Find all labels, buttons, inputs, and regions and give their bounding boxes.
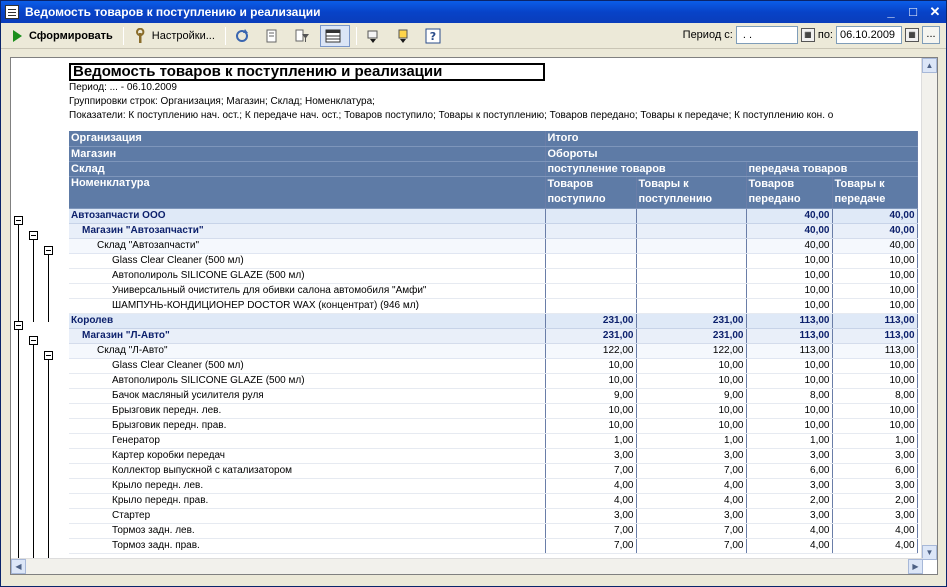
table-row[interactable] — [69, 358, 917, 373]
row-value: 10,00 — [746, 298, 832, 313]
row-value: 7,00 — [545, 523, 636, 538]
collapse-toggle-icon[interactable] — [14, 216, 23, 225]
header-col1-line1: Товаров — [547, 178, 594, 190]
scroll-down-icon[interactable]: ▼ — [922, 545, 937, 560]
row-value: 9,00 — [636, 388, 746, 403]
row-value: 10,00 — [545, 403, 636, 418]
row-value: 3,00 — [636, 508, 746, 523]
header-turnover: Обороты — [545, 146, 917, 161]
calendar-icon[interactable]: ▦ — [905, 28, 919, 42]
table-row[interactable] — [69, 493, 917, 508]
row-value: 2,00 — [746, 493, 832, 508]
row-value: 4,00 — [746, 523, 832, 538]
header-nomenclature: Номенклатура — [69, 176, 545, 208]
toolbar-separator — [123, 27, 124, 45]
row-value: 10,00 — [832, 418, 917, 433]
row-value: 3,00 — [746, 448, 832, 463]
row-value: 10,00 — [636, 418, 746, 433]
row-value: 113,00 — [832, 328, 917, 343]
row-value — [636, 268, 746, 283]
row-value: 1,00 — [746, 433, 832, 448]
row-value: 8,00 — [746, 388, 832, 403]
table-row[interactable] — [69, 508, 917, 523]
row-value: 1,00 — [636, 433, 746, 448]
row-value: 10,00 — [636, 358, 746, 373]
period-to-field[interactable] — [836, 26, 902, 44]
header-col4-line2: передаче — [834, 193, 886, 205]
row-name: Крыло передн. лев. — [69, 478, 545, 493]
table-row[interactable] — [69, 463, 917, 478]
row-value: 8,00 — [832, 388, 917, 403]
table-row[interactable] — [69, 388, 917, 403]
expand-icon — [365, 28, 381, 44]
period-dialog-button[interactable]: ... — [922, 26, 940, 44]
row-value: 113,00 — [832, 343, 917, 358]
row-value: 10,00 — [746, 358, 832, 373]
tree-line — [18, 327, 19, 563]
row-name: Стартер — [69, 508, 545, 523]
edit-button[interactable] — [260, 25, 288, 47]
row-value: 2,00 — [832, 493, 917, 508]
row-value: 9,00 — [545, 388, 636, 403]
period-from-field[interactable] — [736, 26, 798, 44]
calendar-icon[interactable]: ▦ — [801, 28, 815, 42]
scroll-right-icon[interactable]: ▶ — [908, 559, 923, 574]
row-name: ШАМПУНЬ-КОНДИЦИОНЕР DOCTOR WAX (концентрат) (946 мл) — [69, 298, 545, 313]
toolbar-separator — [225, 27, 226, 45]
row-value: 10,00 — [545, 418, 636, 433]
row-value: 10,00 — [746, 253, 832, 268]
table-row[interactable] — [69, 373, 917, 388]
row-value: 4,00 — [545, 493, 636, 508]
header-warehouse: Склад — [69, 161, 545, 176]
row-value: 10,00 — [832, 268, 917, 283]
row-name: Магазин "Автозапчасти" — [69, 223, 545, 238]
header-receipt-group: поступление товаров — [545, 161, 746, 176]
row-value: 4,00 — [545, 478, 636, 493]
tree-line — [18, 222, 19, 322]
table-row[interactable] — [69, 283, 917, 298]
group-tree — [11, 213, 69, 563]
row-name: Тормоз задн. прав. — [69, 538, 545, 553]
header-col3-line2: передано — [748, 193, 801, 205]
row-name: Универсальный очиститель для обивки салона автомобиля "Амфи" — [69, 283, 545, 298]
collapse-toggle-icon[interactable] — [29, 231, 38, 240]
report-sheet — [69, 58, 917, 554]
refresh-button[interactable] — [230, 25, 258, 47]
row-name: Королев — [69, 313, 545, 328]
row-value: 6,00 — [746, 463, 832, 478]
maximize-button[interactable]: □ — [909, 4, 917, 19]
header-transfer-group: передача товаров — [746, 161, 917, 176]
group-row[interactable] — [69, 343, 917, 358]
table-icon — [325, 28, 341, 44]
window-title: Ведомость товаров к поступлению и реализации — [25, 5, 321, 19]
row-name: Glass Clear Cleaner (500 мл) — [69, 358, 545, 373]
table-row[interactable] — [69, 298, 917, 313]
row-value: 10,00 — [746, 403, 832, 418]
table-view-button[interactable] — [320, 25, 350, 47]
row-value — [636, 283, 746, 298]
row-value: 1,00 — [545, 433, 636, 448]
collapse-toggle-icon[interactable] — [44, 246, 53, 255]
row-value: 7,00 — [545, 463, 636, 478]
header-col3-line1: Товаров — [748, 178, 795, 190]
row-value: 10,00 — [636, 403, 746, 418]
row-name: Генератор — [69, 433, 545, 448]
report-table — [69, 131, 918, 554]
minimize-button[interactable]: _ — [887, 4, 895, 19]
close-button[interactable]: ✕ — [929, 4, 941, 19]
row-value: 4,00 — [832, 523, 917, 538]
row-value: 10,00 — [832, 358, 917, 373]
row-value — [545, 283, 636, 298]
tree-line — [48, 252, 49, 322]
row-value: 231,00 — [545, 313, 636, 328]
row-value: 113,00 — [746, 343, 832, 358]
row-value: 113,00 — [746, 328, 832, 343]
header-col2-line1: Товары к — [638, 178, 689, 190]
toolbar-separator — [356, 27, 357, 45]
expand-button[interactable] — [361, 25, 389, 47]
row-value: 10,00 — [545, 373, 636, 388]
row-value — [545, 298, 636, 313]
header-col4 — [832, 176, 917, 208]
horizontal-scrollbar[interactable] — [11, 558, 923, 574]
row-name: Склад "Л-Авто" — [69, 343, 545, 358]
row-name: Брызговик передн. прав. — [69, 418, 545, 433]
collapse-toggle-icon[interactable] — [44, 351, 53, 360]
row-value: 113,00 — [746, 313, 832, 328]
row-name: Бачок масляный усилителя руля — [69, 388, 545, 403]
row-value: 3,00 — [832, 478, 917, 493]
document-edit-icon — [264, 28, 280, 44]
header-col1 — [545, 176, 636, 208]
row-name: Glass Clear Cleaner (500 мл) — [69, 253, 545, 268]
header-store: Магазин — [69, 146, 545, 161]
table-row[interactable] — [69, 253, 917, 268]
row-value: 6,00 — [832, 463, 917, 478]
row-value: 3,00 — [832, 448, 917, 463]
filter-button[interactable] — [290, 25, 318, 47]
row-value: 10,00 — [832, 373, 917, 388]
help-icon — [425, 28, 441, 44]
period-to-label: по: — [817, 29, 833, 41]
row-value: 10,00 — [746, 268, 832, 283]
row-value: 40,00 — [832, 223, 917, 238]
row-value — [636, 208, 746, 223]
row-value: 40,00 — [746, 223, 832, 238]
scroll-left-icon[interactable]: ◀ — [11, 559, 26, 574]
row-value: 4,00 — [832, 538, 917, 553]
run-report-button[interactable] — [5, 25, 117, 47]
row-value: 3,00 — [746, 478, 832, 493]
row-name: Склад "Автозапчасти" — [69, 238, 545, 253]
row-value: 122,00 — [636, 343, 746, 358]
row-value: 1,00 — [832, 433, 917, 448]
row-name: Брызговик передн. лев. — [69, 403, 545, 418]
row-name: Автополироль SILICONE GLAZE (500 мл) — [69, 268, 545, 283]
collapse-toggle-icon[interactable] — [29, 336, 38, 345]
row-name: Коллектор выпускной с катализатором — [69, 463, 545, 478]
group-row[interactable] — [69, 208, 917, 223]
table-row[interactable] — [69, 433, 917, 448]
header-org: Организация — [69, 131, 545, 146]
report-grouping: Группировки строк: Организация; Магазин; Склад; Номенклатура; — [69, 96, 375, 107]
header-col3 — [746, 176, 832, 208]
row-value: 3,00 — [545, 508, 636, 523]
table-row[interactable] — [69, 538, 917, 553]
row-name: Магазин "Л-Авто" — [69, 328, 545, 343]
row-value: 3,00 — [832, 508, 917, 523]
report-rows — [69, 208, 917, 553]
table-row[interactable] — [69, 478, 917, 493]
header-col2-line2: поступлению — [638, 193, 713, 205]
report-title: Ведомость товаров к поступлению и реализации — [69, 63, 545, 81]
period-from-label: Период с: — [682, 29, 733, 41]
row-value: 10,00 — [832, 298, 917, 313]
settings-button[interactable] — [128, 25, 219, 47]
filter-icon — [294, 28, 310, 44]
row-name: Картер коробки передач — [69, 448, 545, 463]
row-value: 113,00 — [832, 313, 917, 328]
cycle-icon — [234, 28, 250, 44]
row-value — [545, 268, 636, 283]
row-value: 10,00 — [832, 253, 917, 268]
table-row[interactable] — [69, 448, 917, 463]
tree-line — [33, 342, 34, 563]
row-value: 4,00 — [636, 478, 746, 493]
row-value: 10,00 — [746, 283, 832, 298]
row-value: 231,00 — [636, 328, 746, 343]
period-selector — [683, 26, 940, 44]
row-value: 40,00 — [832, 208, 917, 223]
row-value: 4,00 — [746, 538, 832, 553]
row-name: Автозапчасти ООО — [69, 208, 545, 223]
row-name: Крыло передн. прав. — [69, 493, 545, 508]
row-value: 10,00 — [832, 403, 917, 418]
vertical-scrollbar[interactable] — [921, 58, 937, 560]
row-value: 7,00 — [545, 538, 636, 553]
play-icon — [9, 28, 25, 44]
tree-line — [33, 237, 34, 322]
header-col1-line2: поступило — [547, 193, 606, 205]
tree-line — [48, 357, 49, 563]
group-row[interactable] — [69, 328, 917, 343]
collapse-toggle-icon[interactable] — [14, 321, 23, 330]
row-value — [636, 253, 746, 268]
row-value — [636, 238, 746, 253]
row-value: 40,00 — [832, 238, 917, 253]
row-value: 4,00 — [636, 493, 746, 508]
header-col4-line1: Товары к — [834, 178, 885, 190]
row-value — [545, 223, 636, 238]
row-value — [636, 223, 746, 238]
header-col2 — [636, 176, 746, 208]
row-value — [545, 208, 636, 223]
report-period: Период: ... - 06.10.2009 — [69, 82, 177, 93]
row-name: Автополироль SILICONE GLAZE (500 мл) — [69, 373, 545, 388]
row-name: Тормоз задн. лев. — [69, 523, 545, 538]
row-value: 3,00 — [636, 448, 746, 463]
row-value — [636, 298, 746, 313]
toolbar — [1, 23, 946, 49]
row-value: 7,00 — [636, 523, 746, 538]
scroll-up-icon[interactable]: ▲ — [922, 58, 937, 73]
row-value: 10,00 — [746, 418, 832, 433]
row-value: 7,00 — [636, 538, 746, 553]
help-button[interactable] — [421, 25, 449, 47]
report-icon — [5, 5, 19, 19]
row-value: 10,00 — [545, 358, 636, 373]
run-report-label: Сформировать — [29, 29, 113, 42]
svg-text:?: ? — [429, 29, 437, 43]
table-row[interactable] — [69, 418, 917, 433]
row-value — [545, 253, 636, 268]
row-value: 10,00 — [746, 373, 832, 388]
table-row[interactable] — [69, 523, 917, 538]
row-value: 122,00 — [545, 343, 636, 358]
group-row[interactable] — [69, 223, 917, 238]
row-value: 3,00 — [545, 448, 636, 463]
table-row[interactable] — [69, 403, 917, 418]
row-value: 3,00 — [746, 508, 832, 523]
title-bar — [1, 1, 946, 23]
wrench-icon — [132, 28, 148, 44]
collapse-button[interactable] — [391, 25, 419, 47]
row-value: 231,00 — [545, 328, 636, 343]
collapse-icon — [395, 28, 411, 44]
group-row[interactable] — [69, 313, 917, 328]
row-value: 40,00 — [746, 238, 832, 253]
report-indicators: Показатели: К поступлению нач. ост.; К передаче нач. ост.; Товаров поступило; Товары к поступлению; Товаров передано; Товары к передаче; К поступлению кон. о — [69, 110, 834, 121]
header-total: Итого — [545, 131, 917, 146]
group-row[interactable] — [69, 238, 917, 253]
settings-label: Настройки... — [151, 29, 215, 42]
row-value: 10,00 — [832, 283, 917, 298]
row-value: 7,00 — [636, 463, 746, 478]
row-value: 231,00 — [636, 313, 746, 328]
row-value — [545, 238, 636, 253]
table-row[interactable] — [69, 268, 917, 283]
row-value: 10,00 — [636, 373, 746, 388]
report-area — [10, 57, 938, 575]
row-value: 40,00 — [746, 208, 832, 223]
